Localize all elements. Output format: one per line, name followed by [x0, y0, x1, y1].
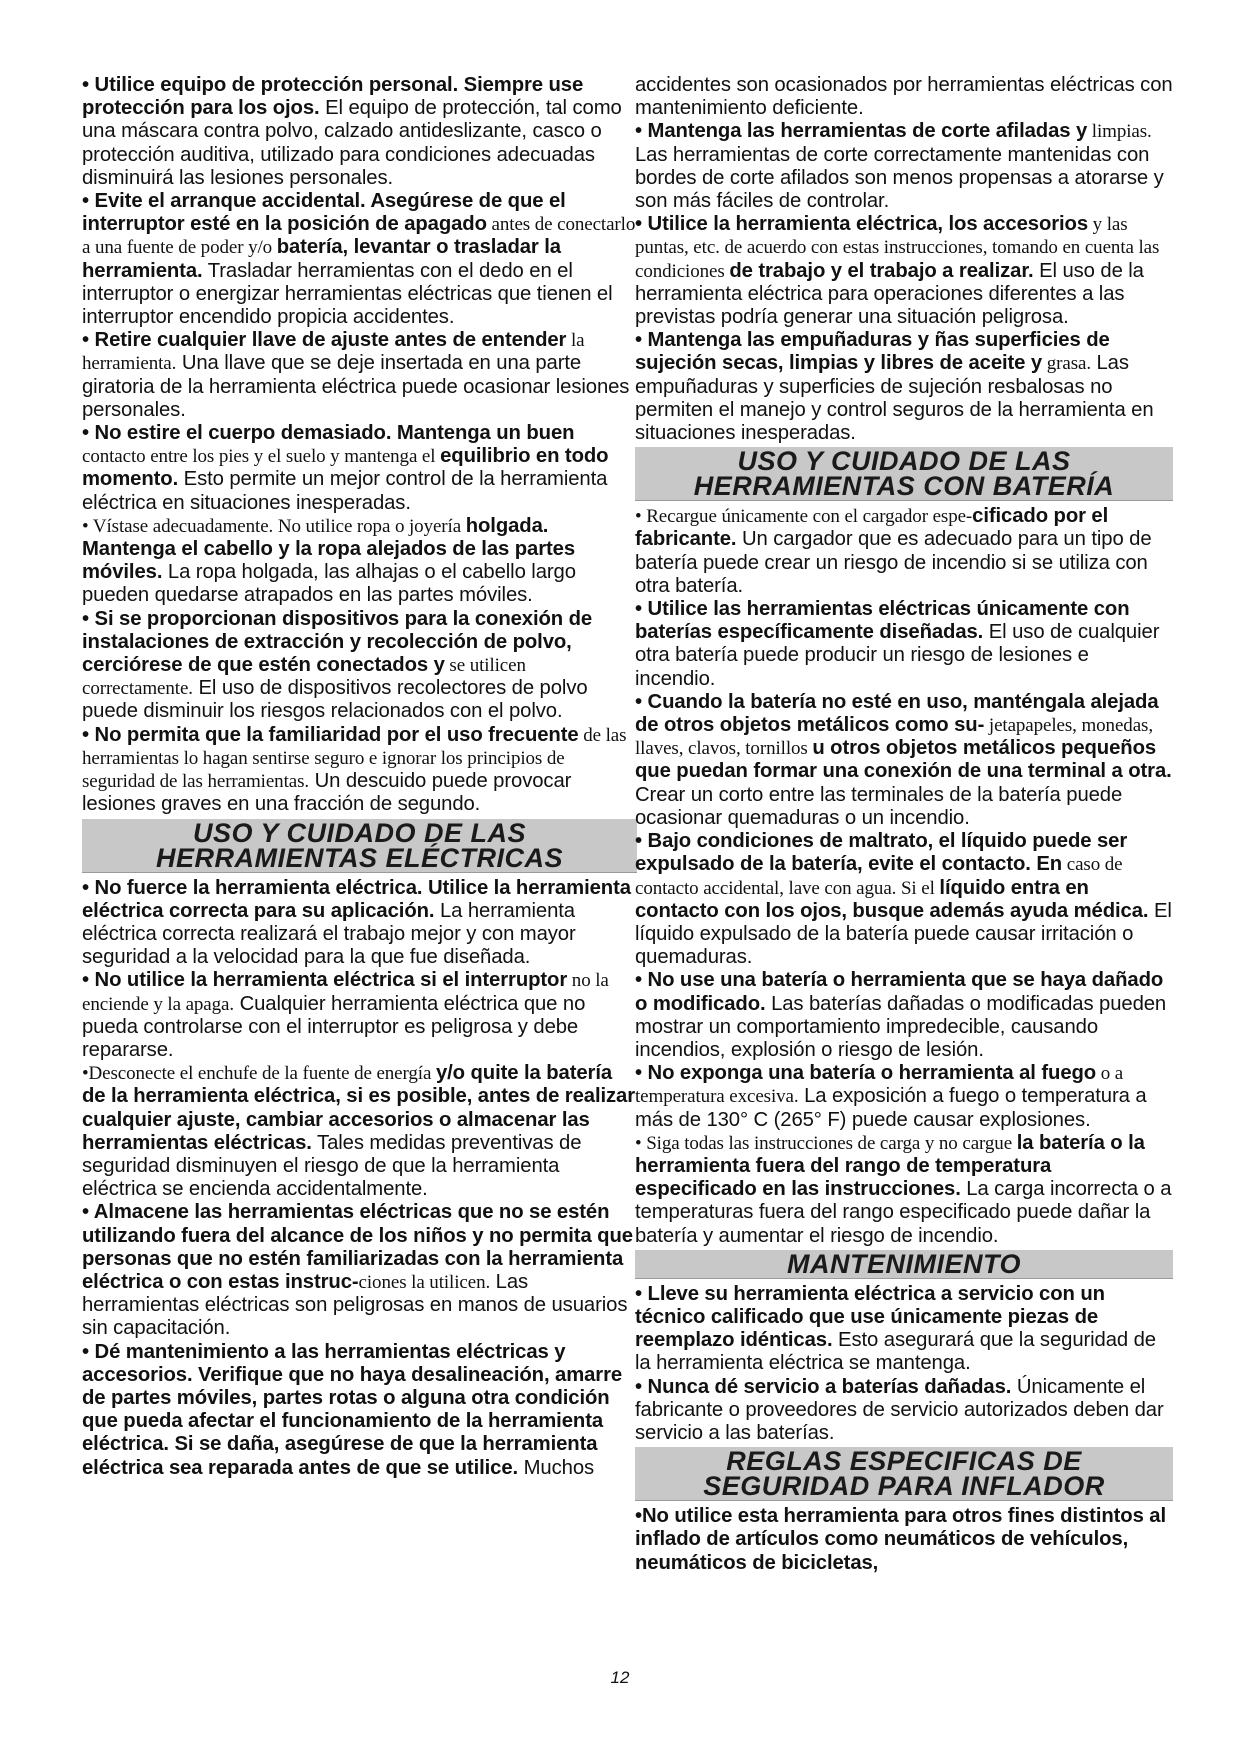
bold-text: equilibrio en todo momento.: [82, 445, 609, 491]
bold-lead-text: • No utilice la herramienta eléctrica si el interruptor: [82, 969, 568, 992]
serif-text: no la enciende y la apaga.: [82, 970, 609, 1015]
section-heading-line: REGLAS ESPECIFICAS DE: [726, 1446, 1082, 1477]
instruction-paragraph: [635, 830, 1173, 969]
instruction-paragraph: [635, 969, 1173, 1062]
section-heading-line: HERRAMIENTAS ELÉCTRICAS: [155, 842, 563, 873]
bold-lead-text: • Mantenga las herramientas de corte afiladas y: [635, 120, 1088, 143]
serif-text: ciones la utilicen.: [358, 1271, 491, 1293]
bold-lead-text: • Bajo condiciones de maltrato, el líquido puede ser expulsado de la batería, evite el contacto. En: [635, 830, 1128, 876]
body-text: Las herramientas eléctricas son peligrosas en manos de usuarios sin capacitación.: [82, 1270, 628, 1340]
body-text: accidentes son ocasionados por herramientas eléctricas con mantenimiento deficiente.: [635, 74, 1173, 120]
bold-lead-text: • No use una batería o herramienta que se haya dañado o modificado.: [635, 969, 1164, 1015]
page-number: 12: [610, 1668, 630, 1687]
serif-text: grasa.: [1042, 353, 1091, 375]
bold-text: líquido entra en contacto con los ojos, busque además ayuda médica.: [635, 876, 1149, 922]
section-heading: [635, 1250, 1173, 1279]
bold-lead-text: • Utilice la herramienta eléctrica, los accesorios: [635, 213, 1089, 236]
bold-text: de trabajo y el trabajo a realizar.: [729, 259, 1034, 282]
body-text: Esto asegurará que la seguridad de la herramienta eléctrica se mantenga.: [635, 1329, 1156, 1375]
instruction-paragraph: [635, 213, 1173, 329]
body-text: El líquido expulsado de la batería puede causar irritación o quemaduras.: [635, 899, 1172, 969]
serif-text: • Vístase adecuadamente. No utilice ropa o joyería: [82, 515, 466, 537]
bold-text: la batería o la herramienta fuera del rango de temperatura especificado en las instrucciones.: [635, 1131, 1145, 1201]
body-text: El uso de dispositivos recolectores de polvo puede disminuir los riesgos relacionados con el polvo.: [82, 677, 588, 723]
instruction-paragraph: [82, 969, 637, 1062]
bold-lead-text: • Nunca dé servicio a baterías dañadas.: [635, 1375, 1012, 1398]
bold-text: batería, levantar o trasladar la herramienta.: [82, 236, 561, 282]
body-text: Muchos: [518, 1456, 595, 1479]
serif-text: o a temperatura excesiva.: [635, 1063, 1124, 1108]
bold-lead-text: • Mantenga las empuñaduras y ñas superficies de sujeción secas, limpias y libres de aceite y: [635, 329, 1110, 375]
instruction-paragraph: [82, 877, 637, 970]
bold-lead-text: •No utilice esta herramienta para otros fines distintos al inflado de artículos como neumáticos de vehículos, neumáticos de bicicletas,: [635, 1505, 1167, 1574]
body-text: La herramienta eléctrica correcta realizará el trabajo mejor y con mayor seguridad a la velocidad para la que fue diseñada.: [82, 899, 576, 969]
body-text: La ropa holgada, las alhajas o el cabello largo pueden quedarse atrapados en las partes móviles.: [82, 561, 576, 607]
instruction-paragraph: [635, 1376, 1173, 1446]
bold-lead-text: • Lleve su herramienta eléctrica a servicio con un técnico calificado que use únicamente piezas de reemplazo idénticas.: [635, 1282, 1105, 1352]
instruction-paragraph: [635, 1132, 1173, 1248]
left-column: [82, 74, 637, 1480]
section-heading: [635, 447, 1173, 501]
instruction-paragraph: [635, 329, 1173, 445]
serif-text: jetapapeles, monedas, llaves, clavos, tornillos: [635, 715, 1153, 760]
body-text: El uso de la herramienta eléctrica para operaciones diferentes a las previstas podría generar una situación peligrosa.: [635, 259, 1144, 329]
bold-lead-text: • No permita que la familiaridad por el uso frecuente: [82, 723, 579, 746]
body-text: El equipo de protección, tal como una máscara contra polvo, calzado antideslizante, casco o protección auditiva, utilizado para condiciones adecuadas disminuirá las lesiones personales.: [82, 97, 622, 189]
serif-text: se utilicen correctamente.: [82, 655, 526, 700]
bold-lead-text: • Si se proporcionan dispositivos para la conexión de instalaciones de extracción y recolección de polvo, cerciórese de que estén conectados y: [82, 607, 593, 677]
instruction-paragraph: [82, 515, 637, 608]
body-text: El uso de cualquier otra batería puede producir un riesgo de lesiones e incendio.: [635, 621, 1160, 690]
bold-text: holgada. Mantenga el cabello y la ropa alejados de las partes móviles.: [82, 514, 576, 584]
section-heading-line: USO Y CUIDADO DE LAS: [737, 446, 1071, 477]
instruction-paragraph: [635, 74, 1173, 120]
serif-text: y las puntas, etc. de acuerdo con estas instrucciones, tomando en cuenta las condiciones: [635, 214, 1160, 282]
serif-text: •Desconecte el enchufe de la fuente de energía: [82, 1063, 436, 1085]
instruction-paragraph: [635, 1283, 1173, 1376]
body-text: Cualquier herramienta eléctrica que no pueda controlarse con el interruptor es peligrosa y debe repararse.: [82, 992, 586, 1061]
bold-lead-text: • No fuerce la herramienta eléctrica. Utilice la herramienta eléctrica correcta para su aplicación.: [82, 876, 631, 922]
instruction-paragraph: [635, 505, 1173, 598]
section-heading-line: SEGURIDAD PARA INFLADOR: [703, 1471, 1105, 1502]
bold-lead-text: • Retire cualquier llave de ajuste antes de entender: [82, 329, 567, 352]
serif-text: de las herramientas lo hagan sentirse seguro e ignorar los principios de seguridad de las herramientas.: [82, 724, 627, 793]
bold-lead-text: • No exponga una batería o herramienta al fuego: [635, 1062, 1097, 1085]
section-heading: [82, 819, 637, 873]
instruction-paragraph: [82, 190, 637, 329]
bold-text: y/o quite la batería de la herramienta eléctrica, si es posible, antes de realizar cualquier ajuste, cambiar accesorios o almacenar las herramientas eléctricas.: [82, 1062, 636, 1154]
instruction-paragraph: [635, 1505, 1173, 1575]
body-text: Tales medidas preventivas de seguridad disminuyen el riesgo de que la herramienta eléctrica se encienda accidentalmente.: [82, 1131, 582, 1201]
instruction-paragraph: [82, 1341, 637, 1480]
body-text: Las herramientas de corte correctamente mantenidas con bordes de corte afilados son menos propensas a atorarse y son más fáciles de controlar.: [635, 143, 1164, 213]
section-heading-line: MANTENIMIENTO: [787, 1248, 1021, 1279]
body-text: Un cargador que es adecuado para un tipo de batería puede crear un riesgo de incendio si se utiliza con otra batería.: [635, 528, 1152, 597]
bold-lead-text: • Evite el arranque accidental. Asegúrese de que el interruptor esté en la posición de apagado: [82, 190, 566, 236]
body-text: Un descuido puede provocar lesiones graves en una fracción de segundo.: [82, 770, 572, 816]
body-text: Únicamente el fabricante o proveedores de servicio autorizados deben dar servicio a las baterías.: [635, 1375, 1164, 1444]
section-heading: [635, 1447, 1173, 1501]
bold-lead-text: • Dé mantenimiento a las herramientas eléctricas y accesorios. Verifique que no haya desalineación, amarre de partes móviles, partes rotas o alguna otra condición que pueda afectar el funcionamiento de la herramienta eléctrica. Si se daña, asegúrese de que la herramienta eléctrica sea reparada antes de que se utilice.: [82, 1340, 623, 1479]
serif-text: contacto entre los pies y el suelo y mantenga el: [82, 446, 441, 468]
body-text: Las baterías dañadas o modificadas pueden mostrar un comportamiento impredecible, causando incendios, explosión o riesgo de lesión.: [635, 992, 1167, 1061]
instruction-paragraph: [82, 422, 637, 515]
body-text: La carga incorrecta o a temperaturas fuera del rango especificado puede dañar la batería y aumentar el riesgo de incendio.: [635, 1178, 1172, 1247]
serif-text: • Recargue únicamente con el cargador espe-: [635, 506, 973, 528]
instruction-paragraph: [82, 724, 637, 817]
instruction-paragraph: [82, 329, 637, 422]
bold-lead-text: • No estire el cuerpo demasiado. Mantenga un buen: [82, 422, 575, 445]
body-text: Una llave que se deje insertada en una parte giratoria de la herramienta eléctrica puede ocasionar lesiones personales.: [82, 352, 630, 421]
instruction-paragraph: [635, 1062, 1173, 1132]
bold-lead-text: • Cuando la batería no esté en uso, manténgala alejada de otros objetos metálicos como su-: [635, 690, 1159, 737]
serif-text: caso de contacto accidental, lave con agua. Si el: [635, 854, 1123, 899]
section-heading-line: USO Y CUIDADO DE LAS: [192, 817, 527, 848]
serif-text: • Siga todas las instrucciones de carga y no cargue: [635, 1132, 1017, 1154]
section-heading-line: HERRAMIENTAS CON BATERÍA: [693, 471, 1115, 502]
instruction-paragraph: [82, 608, 637, 724]
instruction-paragraph: [82, 1062, 637, 1201]
right-column: [635, 74, 1173, 1575]
bold-lead-text: • Utilice las herramientas eléctricas únicamente con baterías específicamente diseñadas.: [635, 598, 1130, 644]
instruction-paragraph: [82, 1201, 637, 1340]
body-text: Trasladar herramientas con el dedo en el interruptor o energizar herramientas eléctricas que tienen el interruptor encendido propicia accidentes.: [82, 259, 613, 329]
instruction-paragraph: [635, 598, 1173, 691]
body-text: Crear un corto entre las terminales de la batería puede ocasionar quemaduras o un incendio.: [635, 783, 1123, 829]
body-text: Esto permite un mejor control de la herramienta eléctrica en situaciones inesperadas.: [82, 468, 608, 514]
instruction-paragraph: [635, 120, 1173, 213]
instruction-paragraph: [635, 691, 1173, 830]
bold-lead-text: • Almacene las herramientas eléctricas que no se estén utilizando fuera del alcance de los niños y no permita que personas que no estén familiarizadas con la herramienta eléctrica o con estas instruc-: [82, 1201, 633, 1293]
bold-lead-text: • Utilice equipo de protección personal. Siempre use protección para los ojos.: [82, 74, 584, 120]
instruction-paragraph: [82, 74, 637, 190]
bold-text: cificado por el fabricante.: [635, 505, 1109, 551]
body-text: Las empuñaduras y superficies de sujeción resbalosas no permiten el manejo y control seguros de la herramienta en situaciones inesperadas.: [635, 352, 1154, 445]
body-text: La exposición a fuego o temperatura a más de 130° C (265° F) puede causar explosiones.: [635, 1085, 1147, 1131]
serif-text: limpias.: [1087, 121, 1152, 143]
serif-text: antes de conectarlo a una fuente de poder y/o: [82, 214, 636, 259]
serif-text: la herramienta.: [82, 330, 585, 375]
bold-text: u otros objetos metálicos pequeños que puedan formar una conexión de una terminal a otra.: [635, 737, 1172, 783]
